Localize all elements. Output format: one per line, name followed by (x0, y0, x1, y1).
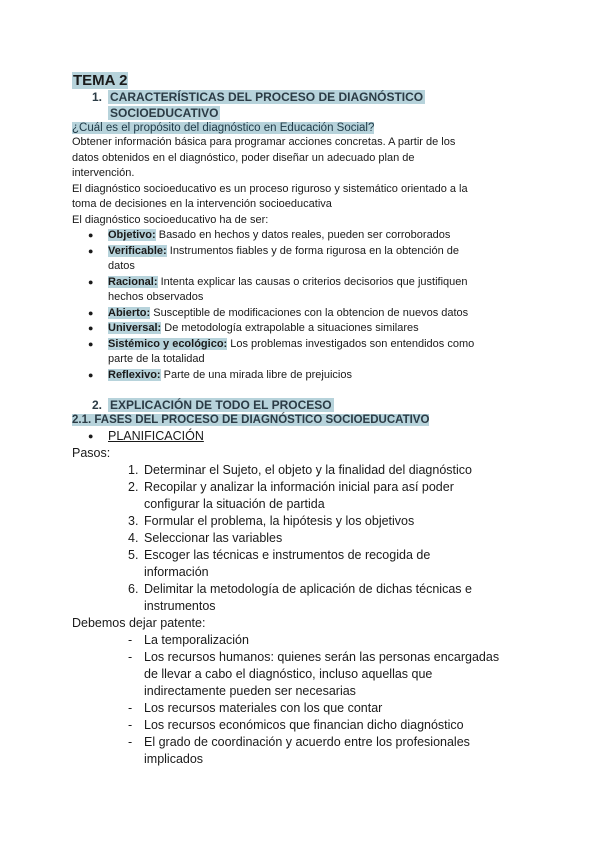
paragraph-purpose: Obtener información básica para programar acciones concretas. A partir de los datos obtenidos en el diagnóstico, poder diseñar un adecuado plan de intervención. (72, 136, 456, 179)
purpose-question: ¿Cuál es el propósito del diagnóstico en Educación Social? (72, 122, 375, 134)
document-page (72, 72, 542, 768)
list-item: ● Verificable: Instrumentos fiables y de forma rigurosa en la obtención de datos (72, 244, 542, 275)
list-item: ● Abierto: Susceptible de modificaciones con la obtencion de nuevos datos (72, 306, 542, 322)
list-item: 1. Determinar el Sujeto, el objeto y la finalidad del diagnóstico (128, 463, 472, 477)
list-item: - Los recursos humanos: quienes serán las personas encargadas de llevar a cabo el diagnóstico, incluso aquellas que indirectamente pueden ser necesarias (72, 649, 542, 700)
list-item: ● Sistémico y ecológico: Los problemas investigados son entendidos como parte de la totalidad (72, 337, 542, 368)
list-item: 2. Recopilar y analizar la información inicial para así poder configurar la situación de partida (128, 480, 454, 511)
list-item: - Los recursos económicos que financian dicho diagnóstico (72, 717, 542, 734)
section-2-heading: 2. EXPLICACIÓN DE TODO EL PROCESO (92, 398, 332, 412)
list-item: 4. Seleccionar las variables (128, 531, 283, 545)
patente-list (72, 632, 542, 768)
section-1-title-line2: SOCIOEDUCATIVO (110, 106, 219, 120)
steps-list (72, 462, 542, 615)
list-item: 3. Formular el problema, la hipótesis y los objetivos (128, 514, 415, 528)
list-item: ● Objetivo: Basado en hechos y datos reales, pueden ser corroborados (72, 228, 542, 244)
section-2-1-heading: 2.1. FASES DEL PROCESO DE DIAGNÓSTICO SOCIOEDUCATIVO (72, 414, 430, 426)
list-item: - La temporalización (72, 632, 542, 649)
list-item: ● Reflexivo: Parte de una mirada libre de prejuicios (72, 368, 542, 384)
characteristics-list (72, 228, 542, 383)
planificacion-heading: ● PLANIFICACIÓN (72, 428, 542, 445)
list-item: 6. Delimitar la metodología de aplicación de dichas técnicas e instrumentos (128, 582, 472, 613)
section-1-title-line1: CARACTERÍSTICAS DEL PROCESO DE DIAGNÓSTICO (110, 90, 424, 104)
section-1-heading: 1. CARACTERÍSTICAS DEL PROCESO DE DIAGNÓSTICO SOCIOEDUCATIVO (92, 90, 424, 120)
chapter-title: TEMA 2 (73, 72, 128, 89)
list-item: ● Universal: De metodología extrapolable a situaciones similares (72, 321, 542, 337)
list-item: 5. Escoger las técnicas e instrumentos de recogida de información (128, 548, 431, 579)
list-item: - Los recursos materiales con los que contar (72, 700, 542, 717)
paragraph-definition: El diagnóstico socioeducativo es un proceso riguroso y sistemático orientado a la toma de decisiones en la intervención socioeducativa El diagnóstico socioeducativo ha de ser: (72, 182, 468, 226)
patente-label: Debemos dejar patente: (72, 616, 206, 630)
list-item: ● Racional: Intenta explicar las causas o criterios decisorios que justifiquen hechos observados (72, 275, 542, 306)
pasos-label: Pasos: (72, 446, 111, 460)
list-item: - El grado de coordinación y acuerdo entre los profesionales implicados (72, 734, 542, 768)
